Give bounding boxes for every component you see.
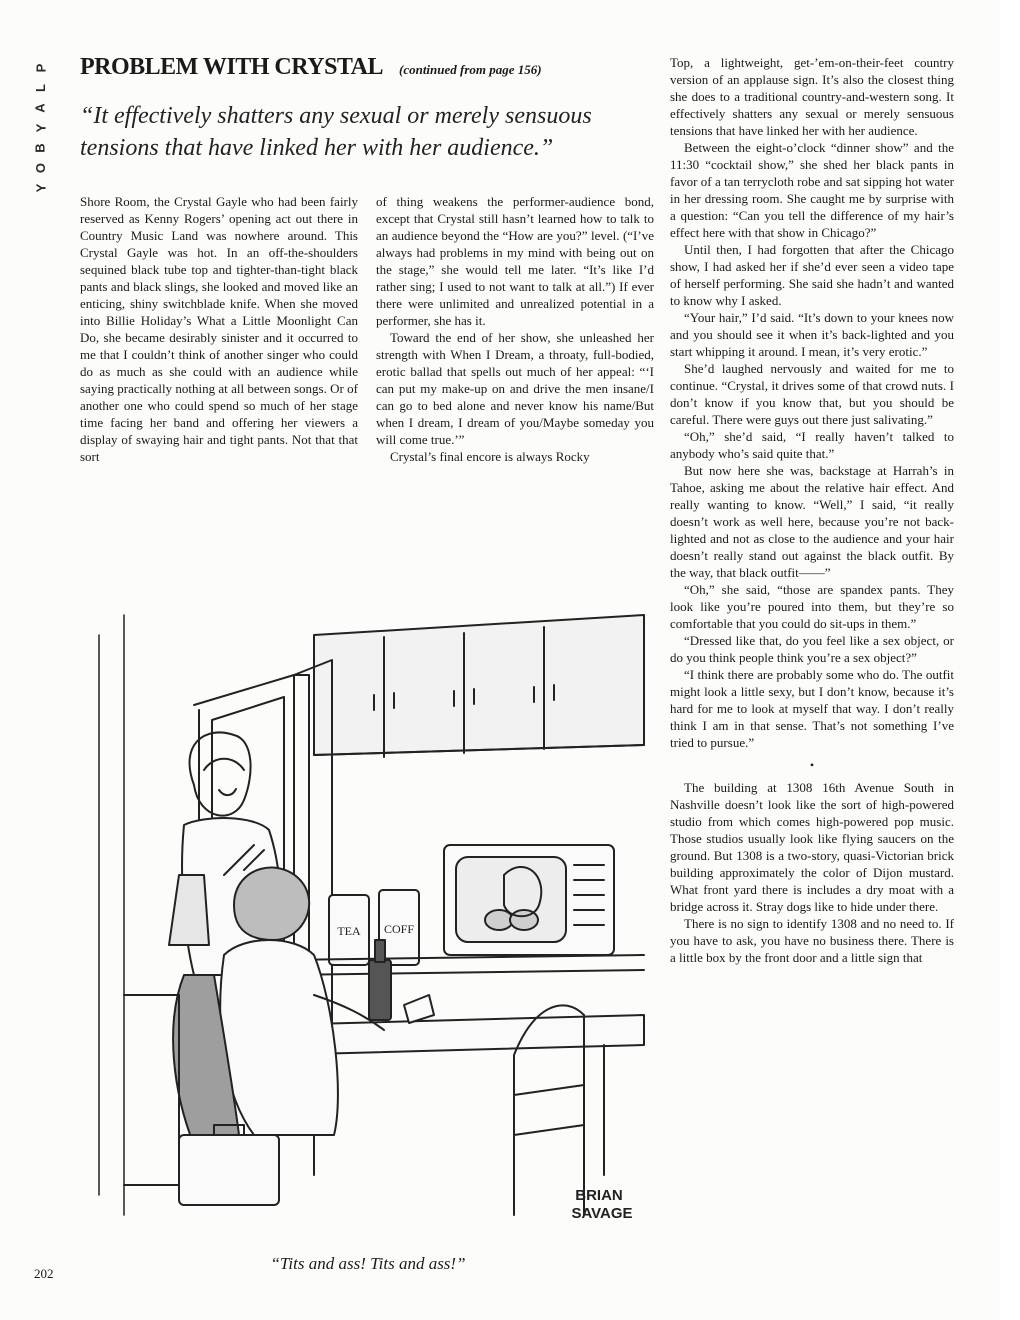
paragraph: Crystal’s final encore is always Rocky (390, 449, 590, 464)
masthead-letter: B (32, 143, 48, 153)
cartoon-drawing (84, 575, 652, 1245)
paragraph: “Oh,” she said, “those are spandex pants. They look like you’re poured into them, but they’re so comfortable that you could do sit-ups in them.” (670, 582, 954, 631)
paragraph: “Your hair,” I’d said. “It’s down to your knees now and you should see it when it’s back-lighted and you start whipping it around. I mean, it’s very erotic.” (670, 310, 954, 359)
paragraph: The building at 1308 16th Avenue South in Nashville doesn’t look like the sort of high-powered studio from which comes high-powered pop music. Those studios usually look like flying saucers on the ground. But 1308 is a two-story, quasi-Victorian brick building approximately the color of Dijon mustard. What front yard there is includes a dry moat with a bridge across it. Stray dogs like to hide under there. (670, 780, 954, 914)
text-column-3 (670, 54, 954, 966)
section-break-bullet: • (809, 758, 815, 772)
paragraph: But now here she was, backstage at Harrah’s in Tahoe, asking me about the relative hair effect. And really wanting to know. “Well,” I said, “it really doesn’t work as well here, because you’re not back-lighted and not as close to the audience and your hair doesn’t really stand out against the black outfit. By the way, that black outfit——” (670, 463, 954, 580)
masthead-letter: Y (32, 183, 48, 193)
paragraph: “Oh,” she’d said, “I really haven’t talked to anybody who’s said quite that.” (670, 429, 954, 461)
cartoon-caption: “Tits and ass! Tits and ass!” (270, 1254, 466, 1273)
cartoon-illustration (84, 575, 652, 1245)
canister-label-tea: TEA (337, 924, 361, 938)
paragraph: Between the eight-o’clock “dinner show” and the 11:30 “cocktail show,” she shed her black pants in favor of a tan terrycloth robe and sat sipping hot water in her dressing room. She caught me by surprise with a question: “Can you tell the difference of my hair’s effect here with that show in Chicago?” (670, 140, 954, 240)
paragraph: “I think there are probably some who do. The outfit might look a little sexy, but I don’t know, because it’s hard for me to look at myself that way. I don’t really think I am in that sense. That’s not something I’ve tried to pursue.” (670, 667, 954, 750)
paragraph: of thing weakens the performer-audience bond, except that Crystal still hasn’t learned how to talk to an audience beyond the “How are you?” level. (“I’ve always had problems in my mind with being out on the stage,” she would tell me later. “It’s like I’d rather sing; I used to not want to talk at all.”) If ever there were unlimited and unrealized potential in a performer, she has it. (376, 194, 654, 328)
masthead-letter: L (32, 84, 48, 92)
text-column-1 (80, 193, 358, 465)
microwave-oven (444, 845, 614, 955)
masthead-letter: O (33, 162, 48, 174)
masthead-letter: A (32, 103, 48, 113)
artist-signature: BRIAN (575, 1187, 623, 1204)
masthead-letter: Y (32, 123, 48, 133)
canister-label-coffee: COFF (383, 922, 415, 936)
artist-signature: SAVAGE (571, 1205, 633, 1222)
briefcase (179, 1125, 279, 1205)
paragraph: “Dressed like that, do you feel like a sex object, or do you think people think you’re a sex object?” (670, 633, 954, 665)
article-title: PROBLEM WITH CRYSTAL (80, 54, 383, 80)
paragraph: Top, a lightweight, get-’em-on-their-feet country version of an applause sign. It’s also the closest thing she does to a traditional country-and-western song. It effectively shatters any sexual or merely sensuous tensions that have linked her with her audience. (670, 55, 954, 138)
paragraph: Until then, I had forgotten that after the Chicago show, I had asked her if she’d ever seen a video tape of herself performing. She said she hadn’t and wanted to know why I asked. (670, 242, 954, 308)
paragraph: Toward the end of her show, she unleashed her strength with When I Dream, a throaty, full-bodied, erotic ballad that spells out much of her appeal: “‘I can put my make-up on and drive the men insane/I can go to bed alone and never know his name/But when I dream, I dream of you/Maybe someday you will come true.’” (376, 330, 654, 447)
page-number: 202 (34, 1266, 54, 1281)
magazine-masthead-vertical (30, 58, 52, 218)
lower-cabinet (124, 995, 179, 1185)
wall-edge (99, 615, 124, 1215)
paragraph: She’d laughed nervously and waited for me to continue. “Crystal, it drives some of that crowd nuts. I don’t know if you know that, but you should be careful. There were guys out there just salivating.” (670, 361, 954, 427)
paragraph: Shore Room, the Crystal Gayle who had been fairly reserved as Kenny Rogers’ opening act out there in Country Music Land was nowhere around. This Crystal Gayle was hot. In an off-the-shoulders sequined black tube top and tighter-than-tight black pants and black slings, she looked and moved like an enticing, shiny switchblade knife. When she moved into Billie Holiday’s What a Little Moonlight Can Do, she became desirably sinister and it occurred to me that I couldn’t think of another singer who could do as much as she could with an audience while saying practically nothing at all between songs. Or of another one who could spend so much of her stage time facing her band and offering her viewers a display of swaying hair and tight pants. Not that that sort (80, 194, 358, 464)
paragraph: There is no sign to identify 1308 and no need to. If you have to ask, you have no business there. There is a little box by the front door and a little sign that (670, 916, 954, 965)
continued-note: (continued from page 156) (398, 62, 542, 77)
text-column-2 (376, 193, 654, 465)
pull-quote: “It effectively shatters any sexual or merely sensuous tensions that have linked her with her audience.” (80, 103, 592, 161)
wall-cabinets (314, 615, 644, 757)
masthead-letter: P (32, 63, 48, 73)
article-headline (80, 54, 660, 81)
